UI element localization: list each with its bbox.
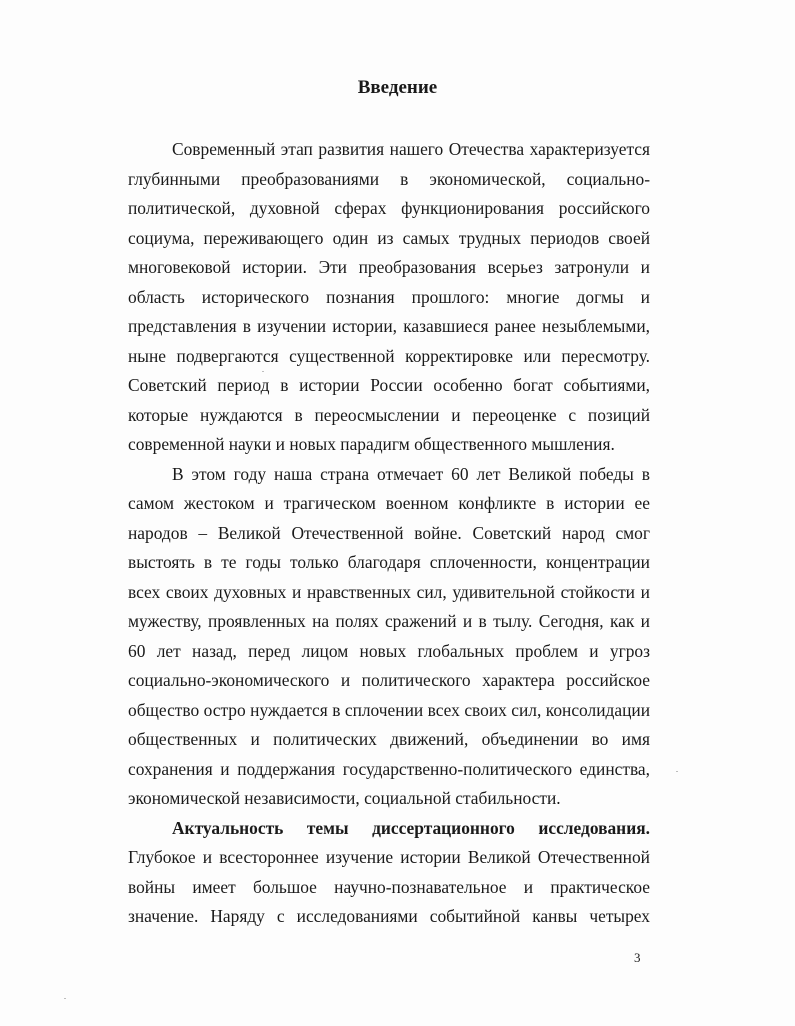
relevance-heading: Актуальность темы диссертационного исследования [172, 817, 646, 838]
paragraph-intro-text: Современный этап развития нашего Отечества характеризуется глубинными преобразованиями в экономической, социально-политической, духовной сферах функционирования российского социума, переживающего один из самых трудных периодов своей многовековой истории. Эти преобразования всерьез затронули и область исторического познания прошлого: многие догмы и представления в изучении истории, казавшиеся ранее незыблемыми, ныне подвергаются существенной корректировке или пересмотру. Советский период в истории России особенно богат событиями, которые нуждаются в переосмыслении и переоценке с позиций современной науки и новых парадигм общественного мышления. [128, 139, 650, 454]
scan-speck [262, 371, 264, 372]
page-number: 3 [634, 950, 641, 965]
paragraph-victory [128, 460, 650, 814]
paragraph-victory-text: В этом году наша страна отмечает 60 лет Великой победы в самом жестоком и трагическом военном конфликте в истории ее народов – Великой Отечественной войне. Советский народ смог выстоять в те годы только благодаря сплоченности, концентрации всех своих духовных и нравственных сил, удивительной стойкости и мужеству, проявленных на полях сражений и в тылу. Сегодня, как и 60 лет назад, перед лицом новых глобальных проблем и угроз социально-экономического и политического характера российское общество остро нуждается в сплочении всех своих сил, консолидации общественных и политических движений, объединении во имя сохранения и поддержания государственно-политического единства, экономической независимости, социальной стабильности. [128, 463, 650, 808]
body-text [128, 135, 650, 932]
relevance-heading-period: . [645, 817, 650, 838]
paragraph-intro [128, 135, 650, 460]
paragraph-relevance [128, 814, 650, 932]
scan-speck [64, 998, 66, 999]
paragraph-relevance-text: Глубокое и всестороннее изучение истории Великой Отечественной войны имеет большое научно-познавательное и практическое значение. Наряду с исследованиями событийной канвы четырех [128, 847, 650, 926]
page-title: Введение [357, 77, 438, 98]
scan-speck [676, 771, 678, 772]
